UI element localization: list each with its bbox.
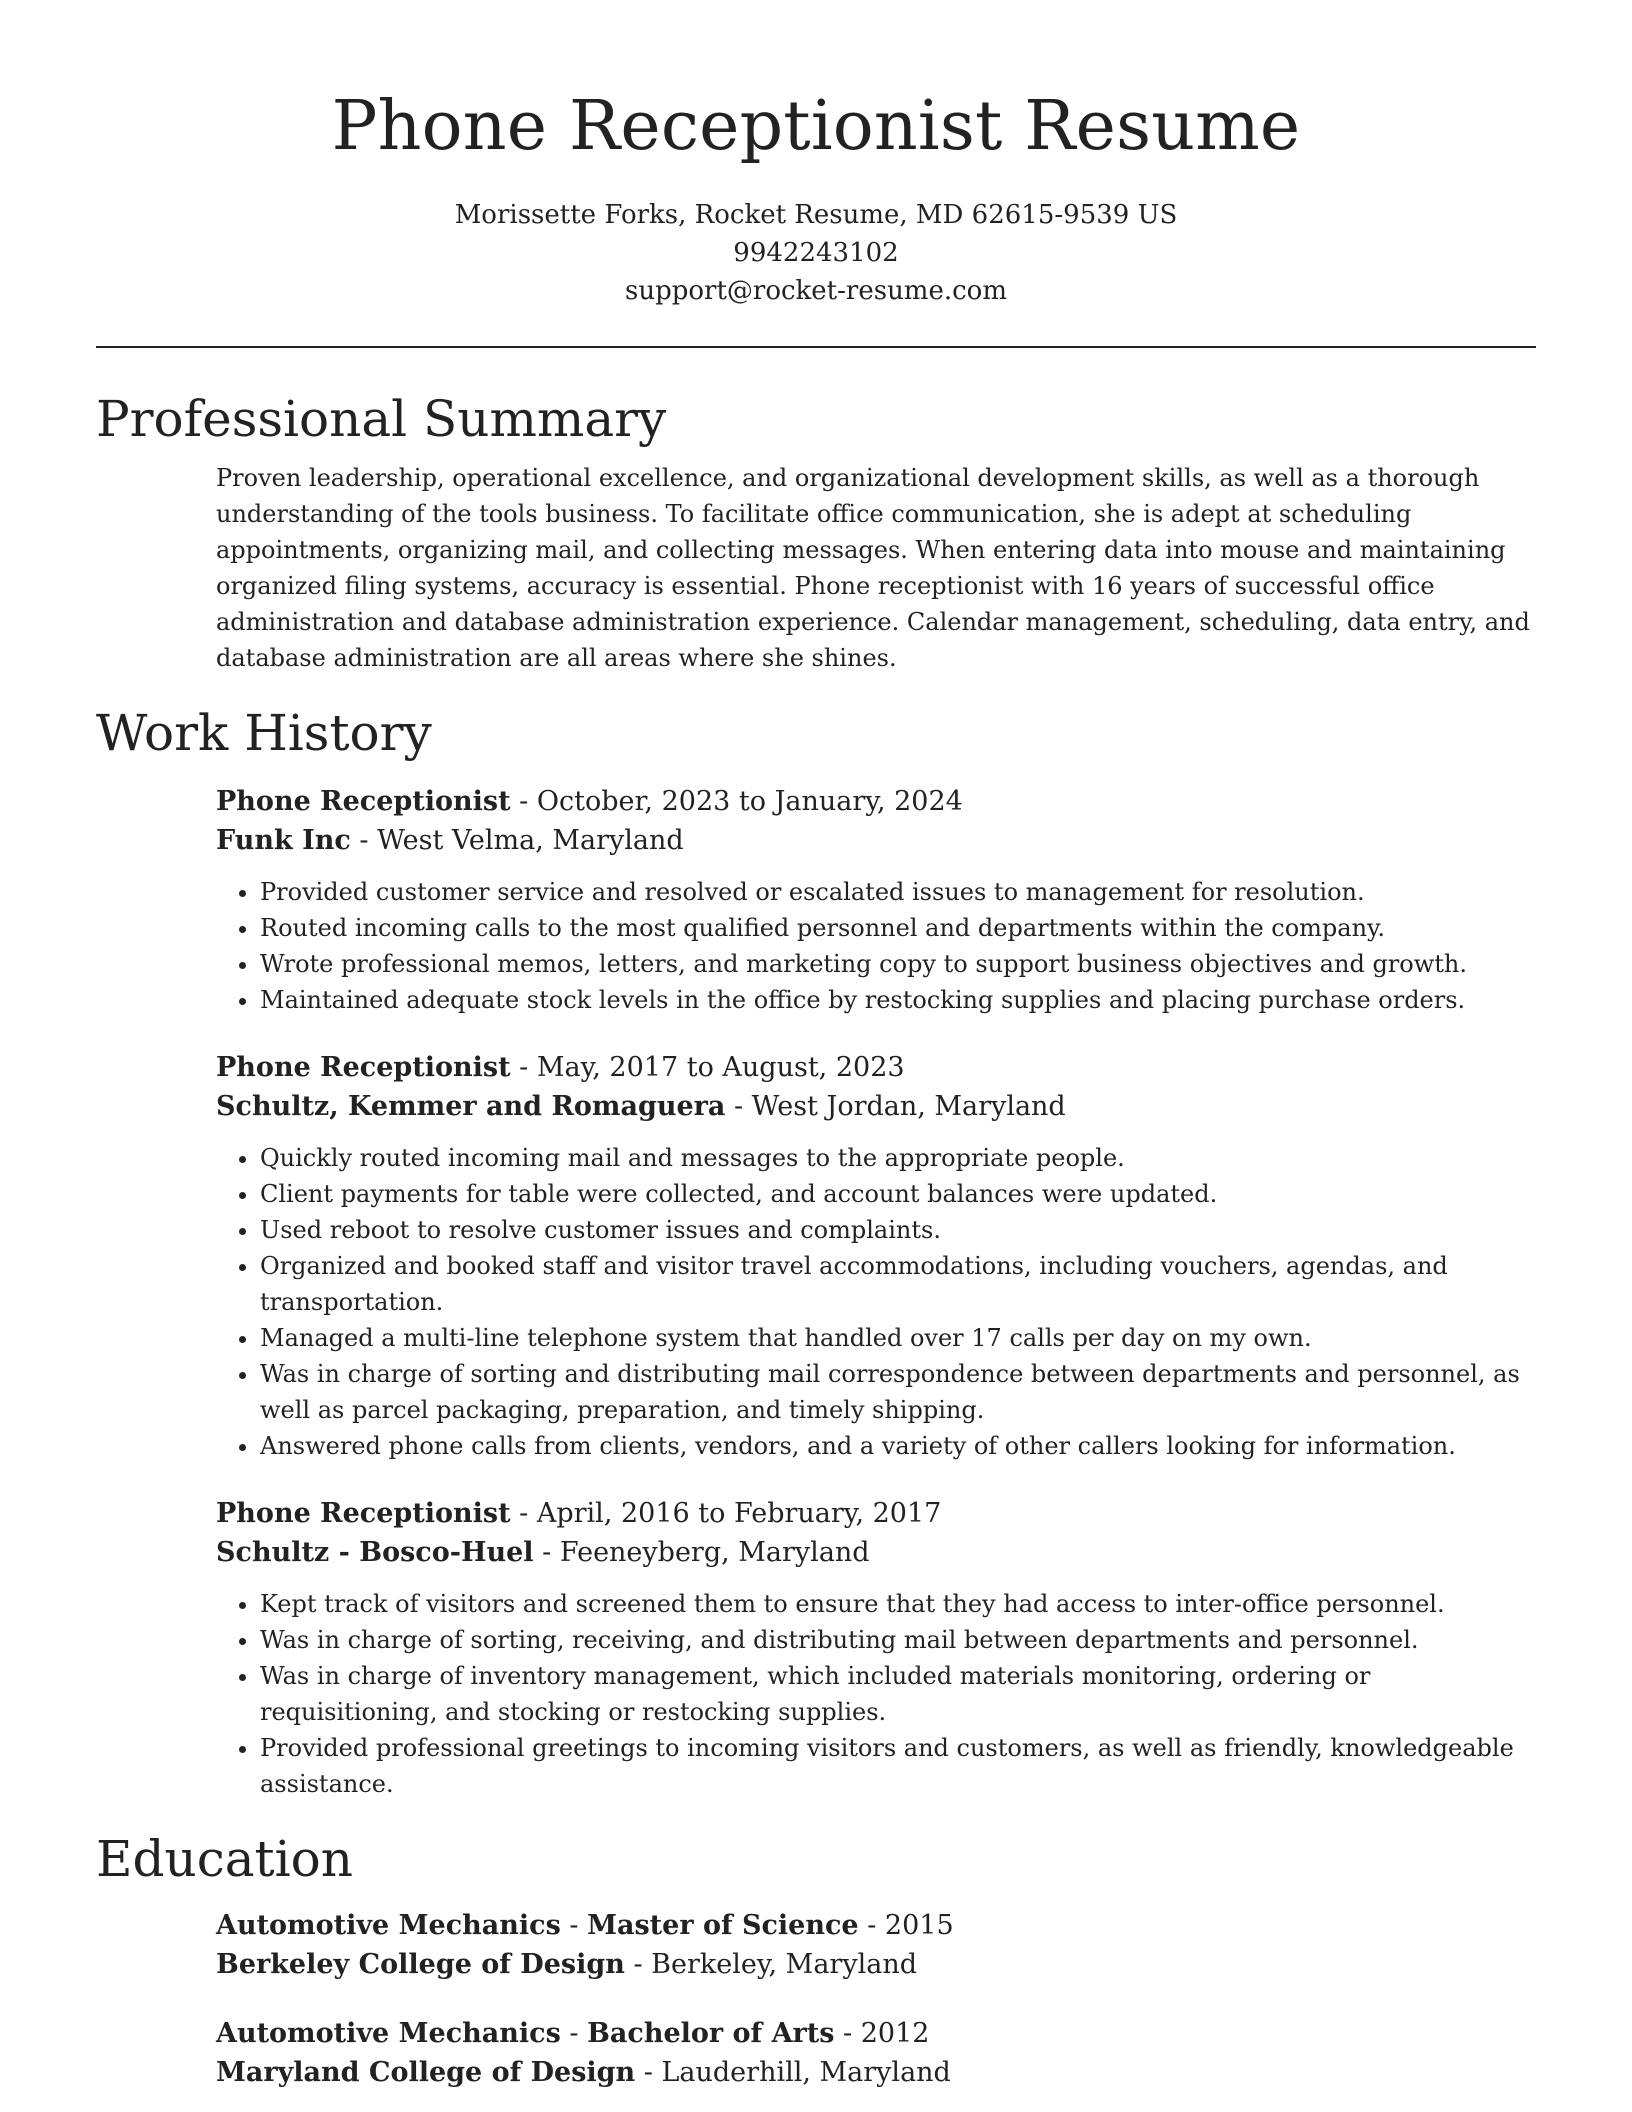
separator: - — [834, 2018, 861, 2049]
separator: - — [510, 1498, 537, 1529]
job-bullet: • Was in charge of sorting and distributing mail correspondence between departments and personnel, as well as parcel packaging, preparation, and timely shipping. — [260, 1356, 1536, 1428]
job-bullet: • Maintained adequate stock levels in the office by restocking supplies and placing purchase orders. — [260, 982, 1536, 1018]
resume-title: Phone Receptionist Resume — [331, 87, 1301, 166]
job-bullet: • Provided professional greetings to incoming visitors and customers, as well as friendly, knowledgeable assistance. — [260, 1730, 1536, 1802]
section-title-education: Education — [96, 1830, 353, 1888]
job-company: Funk Inc — [216, 825, 351, 856]
job-bullets — [216, 1586, 1536, 1802]
separator: - — [533, 1537, 560, 1568]
separator: - — [624, 1949, 652, 1980]
job-location: West Velma, Maryland — [377, 825, 684, 856]
education-location: Lauderhill, Maryland — [661, 2057, 951, 2088]
job-location: Feeneyberg, Maryland — [559, 1537, 870, 1568]
separator: - — [725, 1091, 752, 1122]
separator: - — [510, 786, 537, 817]
job-title-line — [216, 1494, 1536, 1533]
education-school: Maryland College of Design — [216, 2057, 636, 2088]
resume-header — [0, 0, 1632, 310]
separator: - — [350, 825, 378, 856]
summary-text: Proven leadership, operational excellence, and organizational development skills, as well as a thorough understanding of the tools business. To facilitate office communication, she is adept at scheduling appointments, organizing mail, and collecting messages. When entering data into mouse and maintaining organized filing systems, accuracy is essential. Phone receptionist with 16 years of successful office administration and database administration experience. Calendar management, scheduling, data entry, and database administration are all areas where she shines. — [216, 464, 1530, 672]
contact-phone: 9942243102 — [733, 238, 899, 268]
section-title-work-history: Work History — [96, 704, 432, 762]
education-degree: Bachelor of Arts — [587, 2018, 835, 2049]
job-bullet: • Wrote professional memos, letters, and marketing copy to support business objectives and growth. — [260, 946, 1536, 982]
education-section — [96, 1828, 1536, 2092]
job-title-line — [216, 782, 1536, 821]
job-dates: October, 2023 to January, 2024 — [536, 786, 963, 817]
job-company: Schultz, Kemmer and Romaguera — [216, 1091, 726, 1122]
education-degree: Master of Science — [587, 1910, 859, 1941]
job-role: Phone Receptionist — [216, 786, 511, 817]
education-degree-line — [216, 2014, 1536, 2053]
job-entry — [216, 1494, 1536, 1802]
job-role: Phone Receptionist — [216, 1498, 511, 1529]
contact-email: support@rocket-resume.com — [624, 276, 1007, 306]
education-year: 2015 — [884, 1910, 954, 1941]
job-bullets — [216, 1140, 1536, 1464]
contact-block — [0, 196, 1632, 310]
work-history-list — [216, 782, 1536, 1802]
job-bullet: • Routed incoming calls to the most qualified personnel and departments within the company. — [260, 910, 1536, 946]
education-location: Berkeley, Maryland — [651, 1949, 917, 1980]
separator: - — [510, 1052, 537, 1083]
job-bullet: • Organized and booked staff and visitor travel accommodations, including vouchers, agendas, and transportation. — [260, 1248, 1536, 1320]
job-company-line — [216, 821, 1536, 860]
education-list — [216, 1906, 1536, 2092]
job-bullet: • Was in charge of sorting, receiving, and distributing mail between departments and personnel. — [260, 1622, 1536, 1658]
job-company-line — [216, 1533, 1536, 1572]
job-bullet: • Quickly routed incoming mail and messages to the appropriate people. — [260, 1140, 1536, 1176]
job-title-line — [216, 1048, 1536, 1087]
separator: - — [560, 1910, 588, 1941]
job-dates: April, 2016 to February, 2017 — [536, 1498, 942, 1529]
header-divider — [96, 346, 1536, 348]
job-bullet: • Managed a multi-line telephone system that handled over 17 calls per day on my own. — [260, 1320, 1536, 1356]
job-bullet: • Was in charge of inventory management, which included materials monitoring, ordering or requisitioning, and stocking or restocking supplies. — [260, 1658, 1536, 1730]
job-entry — [216, 1048, 1536, 1464]
education-degree-line — [216, 1906, 1536, 1945]
separator: - — [560, 2018, 588, 2049]
education-entry — [216, 2014, 1536, 2092]
contact-address: Morissette Forks, Rocket Resume, MD 62615-9539 US — [454, 200, 1178, 230]
professional-summary-section — [96, 388, 1536, 676]
education-school: Berkeley College of Design — [216, 1949, 625, 1980]
job-bullet: • Kept track of visitors and screened them to ensure that they had access to inter-office personnel. — [260, 1586, 1536, 1622]
job-bullet: • Answered phone calls from clients, vendors, and a variety of other callers looking for information. — [260, 1428, 1536, 1464]
job-bullet: • Client payments for table were collected, and account balances were updated. — [260, 1176, 1536, 1212]
job-bullet: • Used reboot to resolve customer issues and complaints. — [260, 1212, 1536, 1248]
job-bullet: • Provided customer service and resolved or escalated issues to management for resolution. — [260, 874, 1536, 910]
section-title-summary: Professional Summary — [96, 390, 667, 448]
job-location: West Jordan, Maryland — [751, 1091, 1066, 1122]
education-entry — [216, 1906, 1536, 1984]
job-company-line — [216, 1087, 1536, 1126]
education-field: Automotive Mechanics — [216, 1910, 561, 1941]
separator: - — [858, 1910, 885, 1941]
education-field: Automotive Mechanics — [216, 2018, 561, 2049]
job-bullets — [216, 874, 1536, 1018]
separator: - — [635, 2057, 662, 2088]
education-year: 2012 — [860, 2018, 930, 2049]
job-company: Schultz - Bosco-Huel — [216, 1537, 534, 1568]
job-role: Phone Receptionist — [216, 1052, 511, 1083]
education-school-line — [216, 2053, 1536, 2092]
job-dates: May, 2017 to August, 2023 — [536, 1052, 905, 1083]
job-entry — [216, 782, 1536, 1018]
education-school-line — [216, 1945, 1536, 1984]
work-history-section — [96, 702, 1536, 1802]
